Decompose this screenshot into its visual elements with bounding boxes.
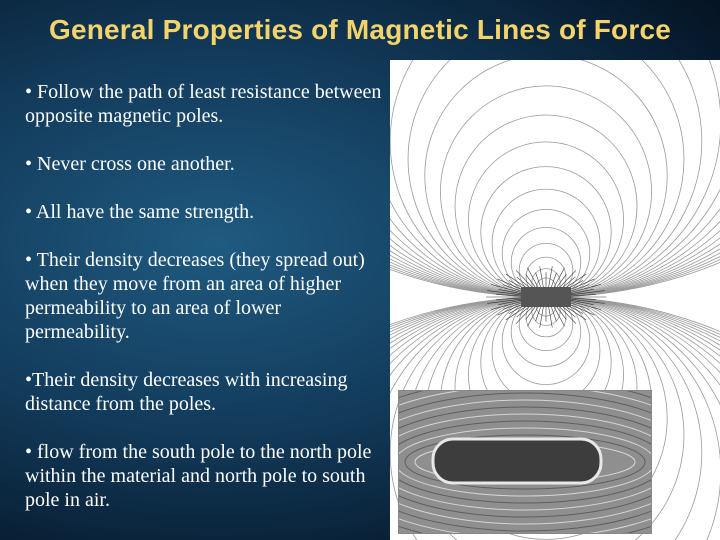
slide-title: General Properties of Magnetic Lines of Force: [48, 14, 672, 45]
bullet-item: • Their density decreases (they spread out) when they move from an area of higher permeability to an area of lower permeability.: [25, 249, 365, 343]
bullet-item: • All have the same strength.: [25, 201, 255, 223]
iron-filings-photo: [398, 390, 652, 534]
bullet-item: • flow from the south pole to the north pole within the material and north pole to south pole in air.: [25, 441, 372, 511]
bar-magnet-photo: [433, 439, 601, 483]
bullet-item: • Follow the path of least resistance between opposite magnetic poles.: [25, 81, 382, 127]
bullet-item: •Their density decreases with increasing distance from the poles.: [25, 369, 348, 415]
iron-filings-illustration: [399, 391, 651, 533]
bar-magnet: [521, 287, 571, 307]
bullet-list: [25, 80, 387, 536]
bullet-item: • Never cross one another.: [25, 153, 235, 175]
